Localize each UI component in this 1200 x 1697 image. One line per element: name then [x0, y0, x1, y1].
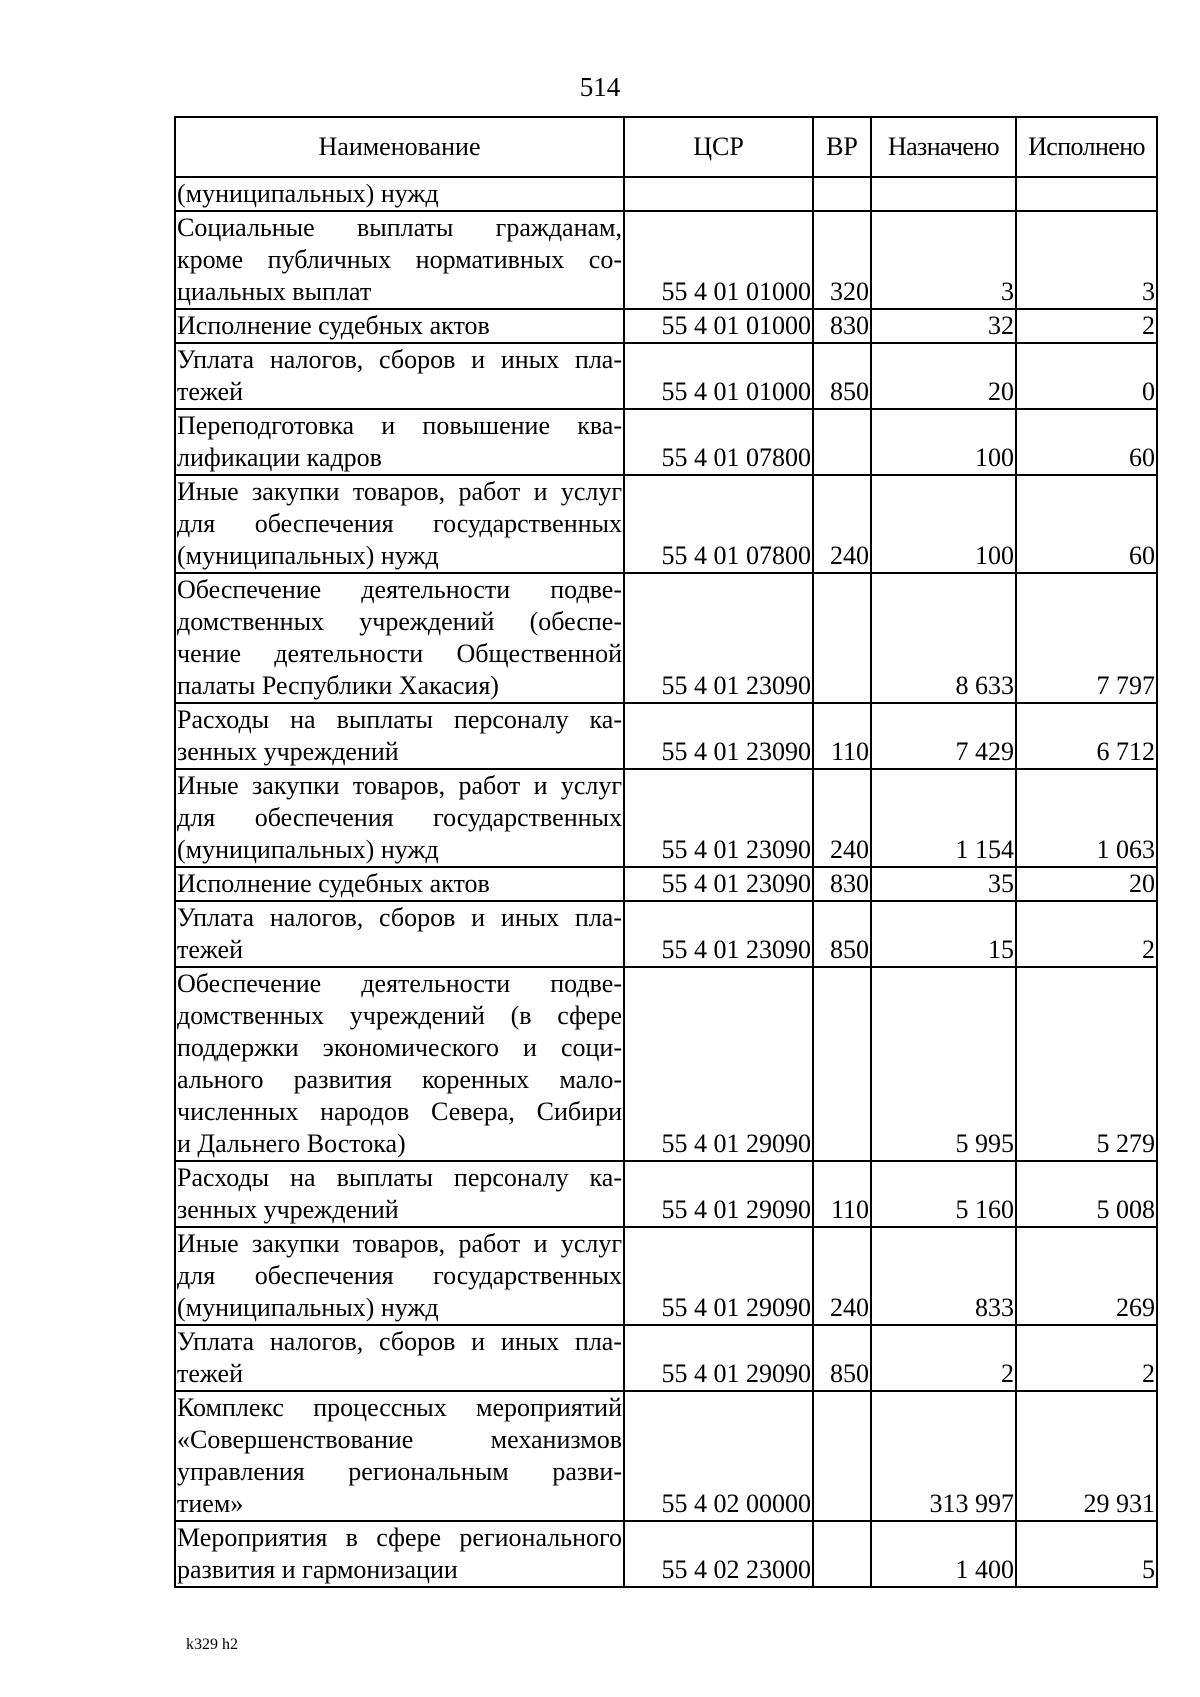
cell-csr: 55 4 01 29090: [624, 1227, 813, 1325]
cell-name: [175, 211, 624, 309]
cell-name-line: лификации кадров: [177, 443, 382, 472]
table-row: [175, 573, 1157, 703]
cell-vr: 850: [813, 1325, 871, 1391]
cell-name: [175, 409, 624, 475]
cell-csr: 55 4 01 01000: [624, 309, 813, 343]
cell-plan: 32: [871, 309, 1016, 343]
cell-name: [175, 573, 624, 703]
cell-csr: 55 4 02 00000: [624, 1391, 813, 1521]
header-plan: Назначено: [871, 117, 1016, 177]
table-row: [175, 1325, 1157, 1391]
table-row: [175, 343, 1157, 409]
header-done: Исполнено: [1016, 117, 1157, 177]
cell-vr: 320: [813, 211, 871, 309]
cell-name-line: и Дальнего Востока): [177, 1129, 406, 1158]
cell-name-line: Уплата налогов, сборов и иных пла-: [177, 903, 622, 932]
cell-plan: 20: [871, 343, 1016, 409]
cell-csr: 55 4 01 01000: [624, 343, 813, 409]
table-row: [175, 475, 1157, 573]
cell-done: 20: [1016, 867, 1157, 901]
cell-name-line: Иные закупки товаров, работ и услуг: [177, 477, 622, 506]
cell-plan: 3: [871, 211, 1016, 309]
cell-vr: 110: [813, 1161, 871, 1227]
cell-vr: [813, 967, 871, 1161]
cell-done: 7 797: [1016, 573, 1157, 703]
cell-done: 0: [1016, 343, 1157, 409]
cell-name-line: циальных выплат: [177, 277, 372, 306]
cell-vr: 240: [813, 769, 871, 867]
cell-csr: 55 4 01 07800: [624, 475, 813, 573]
cell-name: [175, 769, 624, 867]
table-row: [175, 769, 1157, 867]
header-name: Наименование: [175, 117, 624, 177]
table-row: [175, 1391, 1157, 1521]
cell-done: 269: [1016, 1227, 1157, 1325]
page-number: 514: [579, 72, 621, 102]
cell-plan: 2: [871, 1325, 1016, 1391]
cell-name: [175, 475, 624, 573]
table-body: [175, 177, 1157, 1587]
cell-name: [175, 901, 624, 967]
cell-name-line: численных народов Севера, Сибири: [177, 1097, 622, 1126]
cell-plan: 313 997: [871, 1391, 1016, 1521]
footer-code: k329 h2: [186, 1636, 238, 1653]
cell-name-line: «Совершенствование механизмов: [177, 1425, 622, 1454]
cell-plan: 833: [871, 1227, 1016, 1325]
cell-name: [175, 967, 624, 1161]
table-row: [175, 1227, 1157, 1325]
cell-name-line: Мероприятия в сфере регионального: [177, 1523, 622, 1552]
cell-csr: [624, 177, 813, 211]
cell-name: [175, 343, 624, 409]
cell-vr: 850: [813, 343, 871, 409]
cell-name-line: домственных учреждений (в сфере: [177, 1001, 622, 1030]
cell-name-line: для обеспечения государственных: [177, 803, 622, 832]
cell-plan: 7 429: [871, 703, 1016, 769]
cell-done: 5 279: [1016, 967, 1157, 1161]
header-csr: ЦСР: [624, 117, 813, 177]
cell-name-line: Расходы на выплаты персоналу ка-: [177, 705, 622, 734]
cell-csr: 55 4 01 29090: [624, 1161, 813, 1227]
cell-done: 1 063: [1016, 769, 1157, 867]
cell-name-line: Исполнение судебных актов: [177, 311, 490, 340]
cell-name-line: для обеспечения государственных: [177, 1261, 622, 1290]
budget-execution-table: [174, 116, 1158, 1588]
cell-done: 3: [1016, 211, 1157, 309]
cell-name-line: Обеспечение деятельности подве-: [177, 969, 622, 998]
cell-csr: 55 4 02 23000: [624, 1521, 813, 1587]
table-row: [175, 703, 1157, 769]
cell-name-line: (муниципальных) нужд: [177, 179, 439, 208]
cell-done: [1016, 177, 1157, 211]
cell-name-line: Уплата налогов, сборов и иных пла-: [177, 1327, 622, 1356]
cell-name-line: тежей: [177, 377, 243, 406]
cell-name-line: Комплекс процессных мероприятий: [177, 1393, 622, 1422]
cell-vr: 110: [813, 703, 871, 769]
table-row: [175, 967, 1157, 1161]
table-row: [175, 211, 1157, 309]
cell-name-line: кроме публичных нормативных со-: [177, 245, 622, 274]
cell-done: 2: [1016, 901, 1157, 967]
cell-name-line: тежей: [177, 1359, 243, 1388]
cell-name-line: Обеспечение деятельности подве-: [177, 575, 622, 604]
cell-vr: [813, 177, 871, 211]
cell-name-line: для обеспечения государственных: [177, 509, 622, 538]
cell-plan: 8 633: [871, 573, 1016, 703]
cell-name-line: чение деятельности Общественной: [177, 639, 622, 668]
cell-vr: 850: [813, 901, 871, 967]
cell-vr: 240: [813, 1227, 871, 1325]
cell-name-line: Иные закупки товаров, работ и услуг: [177, 771, 622, 800]
cell-done: 60: [1016, 475, 1157, 573]
cell-done: 2: [1016, 309, 1157, 343]
cell-done: 60: [1016, 409, 1157, 475]
cell-plan: 100: [871, 475, 1016, 573]
cell-csr: 55 4 01 23090: [624, 703, 813, 769]
table-row: [175, 901, 1157, 967]
cell-name-line: зенных учреждений: [177, 1195, 399, 1224]
table-row: [175, 1521, 1157, 1587]
cell-name-line: развития и гармонизации: [177, 1555, 458, 1584]
cell-name-line: ального развития коренных мало-: [177, 1065, 622, 1094]
cell-name-line: Исполнение судебных актов: [177, 869, 490, 898]
cell-name-line: Уплата налогов, сборов и иных пла-: [177, 345, 622, 374]
cell-plan: 5 160: [871, 1161, 1016, 1227]
header-vr: ВР: [813, 117, 871, 177]
cell-name-line: Расходы на выплаты персоналу ка-: [177, 1163, 622, 1192]
cell-name-line: управления региональным разви-: [177, 1457, 622, 1486]
cell-plan: 1 400: [871, 1521, 1016, 1587]
table-row: [175, 1161, 1157, 1227]
cell-plan: 15: [871, 901, 1016, 967]
cell-vr: [813, 1521, 871, 1587]
table-header-row: [175, 117, 1157, 177]
cell-name: [175, 309, 624, 343]
table-row: [175, 309, 1157, 343]
cell-name: [175, 177, 624, 211]
cell-name-line: домственных учреждений (обеспе-: [177, 607, 622, 636]
cell-csr: 55 4 01 23090: [624, 573, 813, 703]
cell-name-line: Социальные выплаты гражданам,: [177, 213, 622, 242]
cell-vr: 830: [813, 867, 871, 901]
cell-name-line: (муниципальных) нужд: [177, 1293, 439, 1322]
cell-name-line: Иные закупки товаров, работ и услуг: [177, 1229, 622, 1258]
cell-done: 2: [1016, 1325, 1157, 1391]
cell-csr: 55 4 01 29090: [624, 1325, 813, 1391]
cell-name-line: палаты Республики Хакасия): [177, 671, 499, 700]
cell-name-line: (муниципальных) нужд: [177, 835, 439, 864]
cell-vr: 240: [813, 475, 871, 573]
cell-csr: 55 4 01 23090: [624, 867, 813, 901]
cell-name-line: (муниципальных) нужд: [177, 541, 439, 570]
cell-plan: 35: [871, 867, 1016, 901]
cell-csr: 55 4 01 23090: [624, 901, 813, 967]
table-row: [175, 867, 1157, 901]
cell-plan: [871, 177, 1016, 211]
table-row: [175, 409, 1157, 475]
cell-name-line: поддержки экономического и соци-: [177, 1033, 622, 1062]
cell-csr: 55 4 01 07800: [624, 409, 813, 475]
cell-done: 5 008: [1016, 1161, 1157, 1227]
cell-plan: 1 154: [871, 769, 1016, 867]
cell-plan: 100: [871, 409, 1016, 475]
cell-csr: 55 4 01 29090: [624, 967, 813, 1161]
cell-vr: [813, 1391, 871, 1521]
cell-name: [175, 1391, 624, 1521]
cell-name-line: тежей: [177, 935, 243, 964]
cell-name: [175, 1161, 624, 1227]
cell-name-line: зенных учреждений: [177, 737, 399, 766]
cell-name: [175, 867, 624, 901]
cell-vr: [813, 409, 871, 475]
cell-name-line: тием»: [177, 1489, 244, 1518]
table-row: [175, 177, 1157, 211]
cell-done: 5: [1016, 1521, 1157, 1587]
cell-vr: [813, 573, 871, 703]
cell-done: 6 712: [1016, 703, 1157, 769]
cell-name: [175, 1227, 624, 1325]
cell-name: [175, 1521, 624, 1587]
cell-name: [175, 703, 624, 769]
cell-name: [175, 1325, 624, 1391]
cell-plan: 5 995: [871, 967, 1016, 1161]
cell-csr: 55 4 01 01000: [624, 211, 813, 309]
cell-csr: 55 4 01 23090: [624, 769, 813, 867]
cell-done: 29 931: [1016, 1391, 1157, 1521]
cell-name-line: Переподготовка и повышение ква-: [177, 411, 622, 440]
cell-vr: 830: [813, 309, 871, 343]
